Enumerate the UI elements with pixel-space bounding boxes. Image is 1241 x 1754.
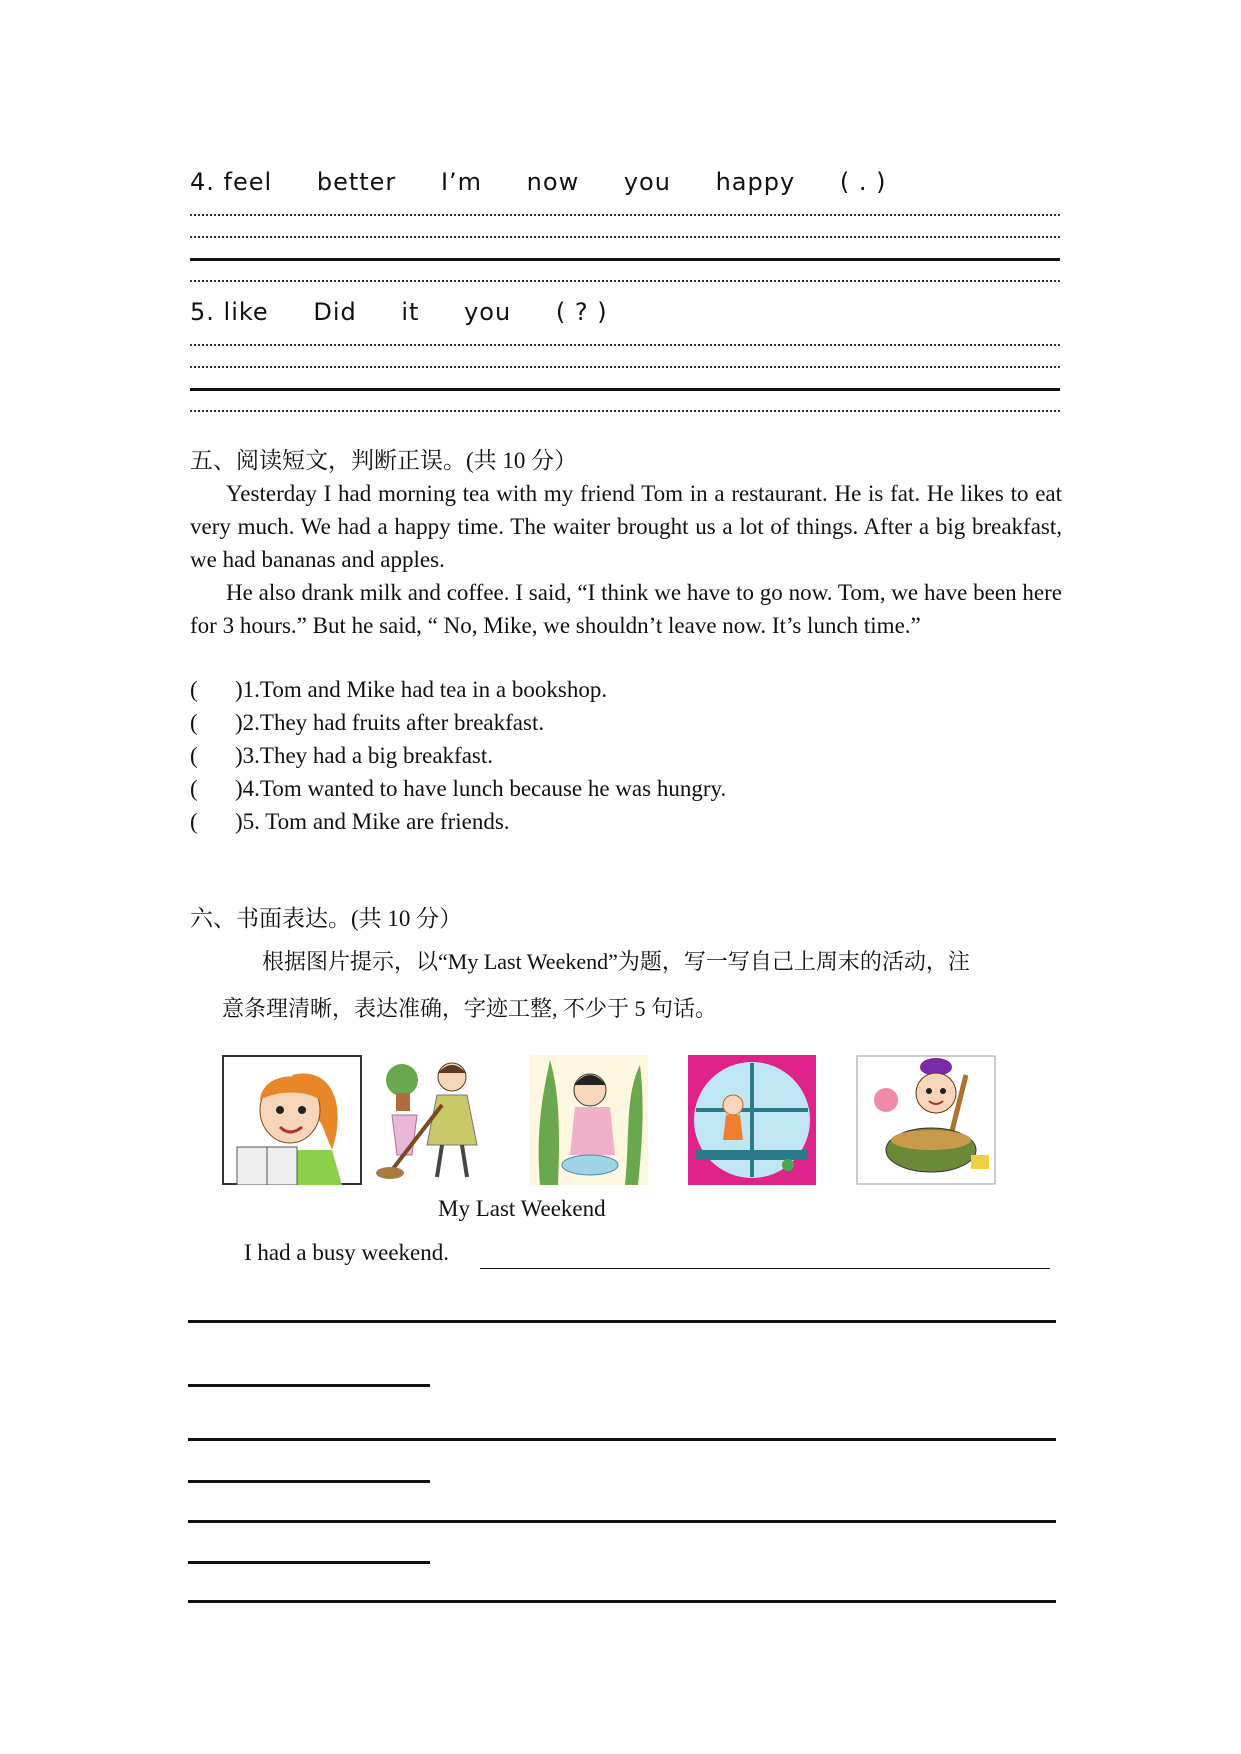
scramble-word: feel — [223, 168, 273, 196]
girl-cooking-picture — [856, 1055, 996, 1185]
true-false-question — [190, 739, 493, 772]
writing-guide-dotted — [190, 410, 1060, 412]
question-text: )2.They had fruits after breakfast. — [235, 710, 545, 735]
answer-blank[interactable]: ( — [190, 743, 198, 768]
question-number: 5. — [190, 298, 215, 326]
girl-washing-picture — [530, 1055, 648, 1185]
question-text: )3.They had a big breakfast. — [235, 743, 494, 768]
scramble-word: you — [464, 298, 512, 326]
girl-sweeping-picture — [372, 1055, 492, 1185]
writing-guide-baseline — [190, 258, 1060, 261]
reading-paragraph-1: Yesterday I had morning tea with my friend Tom in a restaurant. He is fat. He likes to eat very much. We had a happy time. The waiter brought us a lot of things. After a big breakfast, we had bananas and apples. — [190, 481, 1062, 572]
writing-instruction: 根据图片提示，以“My Last Weekend”为题，写一写自己上周末的活动，注 — [262, 949, 970, 974]
essay-starter: I had a busy weekend. — [244, 1240, 450, 1265]
writing-guide-dotted — [190, 280, 1060, 282]
question-5 — [190, 298, 608, 326]
question-text: )5. Tom and Mike are friends. — [235, 809, 510, 834]
writing-line[interactable] — [188, 1520, 1056, 1523]
answer-blank[interactable]: ( — [190, 677, 198, 702]
writing-line[interactable] — [188, 1320, 1056, 1323]
question-number: 4. — [190, 168, 215, 196]
true-false-question — [190, 706, 544, 739]
writing-line[interactable] — [188, 1438, 1056, 1441]
writing-guide-dotted — [190, 344, 1060, 346]
answer-blank[interactable]: ( — [190, 809, 198, 834]
true-false-question — [190, 673, 607, 706]
girl-at-window-picture — [688, 1055, 816, 1185]
writing-line[interactable] — [188, 1561, 430, 1564]
scramble-word: better — [316, 168, 397, 196]
scramble-word: you — [623, 168, 671, 196]
essay-title: My Last Weekend — [438, 1196, 606, 1221]
writing-guide-baseline — [190, 388, 1060, 391]
scramble-word: now — [526, 168, 580, 196]
writing-line[interactable] — [188, 1480, 430, 1483]
writing-guide-dotted — [190, 214, 1060, 216]
question-text: )4.Tom wanted to have lunch because he was hungry. — [235, 776, 727, 801]
scramble-word: it — [401, 298, 420, 326]
writing-guide-dotted — [190, 366, 1060, 368]
question-4 — [190, 168, 886, 196]
true-false-question — [190, 805, 510, 838]
writing-line[interactable] — [188, 1384, 430, 1387]
scramble-word: Did — [313, 298, 357, 326]
true-false-question — [190, 772, 726, 805]
reading-paragraph-2: He also drank milk and coffee. I said, “I think we have to go now. Tom, we have been here for 3 hours.” But he said, “ No, Mike, we shouldn’t leave now. It’s lunch time.” — [190, 580, 1062, 638]
punctuation-hint: ( . ) — [839, 168, 887, 196]
writing-guide-dotted — [190, 236, 1060, 238]
answer-blank[interactable]: ( — [190, 710, 198, 735]
section-5-heading: 五、阅读短文，判断正误。(共 10 分） — [190, 448, 578, 473]
writing-line[interactable] — [480, 1268, 1050, 1269]
girl-reading-picture — [222, 1055, 362, 1185]
section-6-heading: 六、书面表达。(共 10 分） — [190, 906, 463, 931]
writing-instruction: 意条理清晰，表达准确，字迹工整, 不少于 5 句话。 — [222, 996, 718, 1021]
scramble-word: happy — [715, 168, 796, 196]
question-text: )1.Tom and Mike had tea in a bookshop. — [235, 677, 608, 702]
punctuation-hint: ( ? ) — [555, 298, 608, 326]
writing-line[interactable] — [188, 1600, 1056, 1603]
scramble-word: I’m — [440, 168, 483, 196]
answer-blank[interactable]: ( — [190, 776, 198, 801]
scramble-word: like — [223, 298, 269, 326]
